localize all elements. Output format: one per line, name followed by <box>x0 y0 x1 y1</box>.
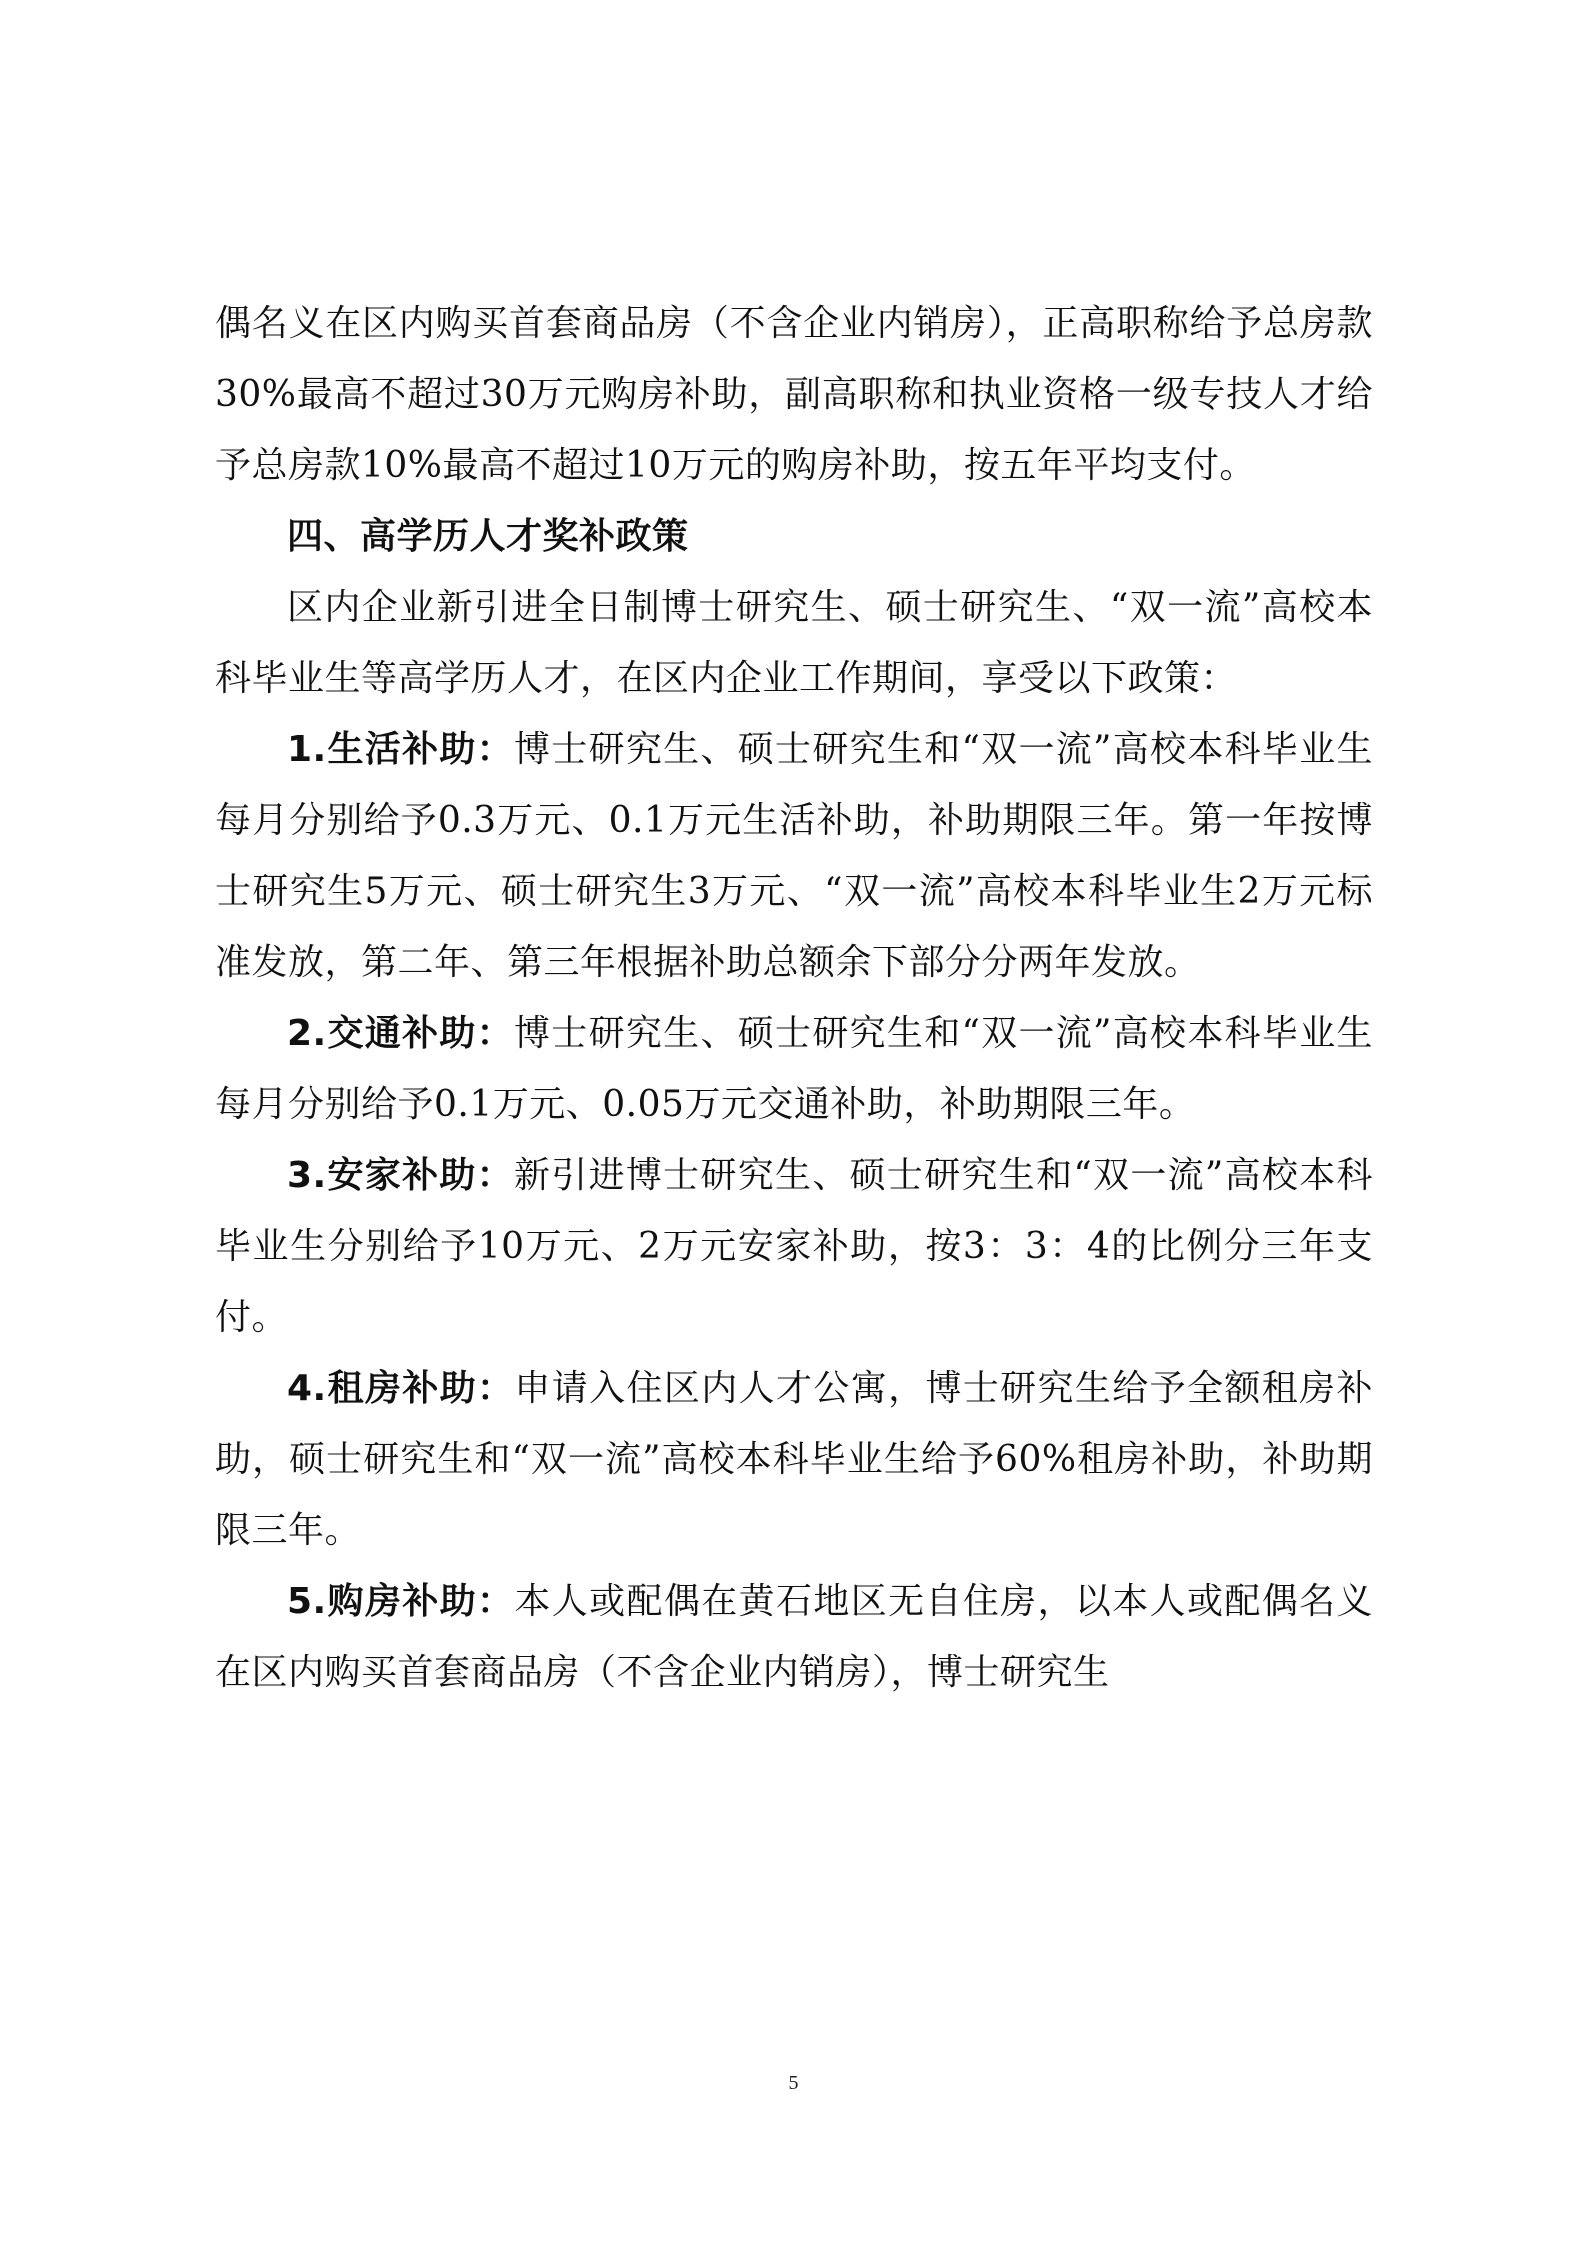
item-lead: 2.交通补助： <box>287 1013 514 1054</box>
section-heading-text: 四、高学历人才奖补政策 <box>287 516 689 557</box>
paragraph-text: 博士研究生、硕士研究生和“双一流”高校本科毕业生每月分别给予0.1万元、0.05万元交通补助，补助期限三年。 <box>215 1013 1373 1125</box>
paragraph-text: 偶名义在区内购买首套商品房（不含企业内销房），正高职称给予总房款30%最高不超过30万元购房补助，副高职称和执业资格一级专技人才给予总房款10%最高不超过10万元的购房补助，按五年平均支付。 <box>215 303 1373 486</box>
item-lead: 5.购房补助： <box>287 1581 515 1622</box>
page-number: 5 <box>788 2072 799 2094</box>
paragraph-rent-subsidy <box>215 1353 1373 1566</box>
item-lead: 4.租房补助： <box>287 1368 515 1409</box>
paragraph-living-subsidy <box>215 714 1373 998</box>
paragraph-housing-subsidy <box>215 1566 1373 1708</box>
paragraph-continuation <box>215 288 1373 501</box>
document-body <box>215 288 1373 1708</box>
paragraph-settlement-subsidy <box>215 1140 1373 1353</box>
paragraph-text: 本人或配偶在黄石地区无自住房，以本人或配偶名义在区内购买首套商品房（不含企业内销房），博士研究生 <box>215 1581 1373 1693</box>
paragraph-text: 申请入住区内人才公寓，博士研究生给予全额租房补助，硕士研究生和“双一流”高校本科毕业生给予60%租房补助，补助期限三年。 <box>215 1368 1373 1551</box>
paragraph-text: 区内企业新引进全日制博士研究生、硕士研究生、“双一流”高校本科毕业生等高学历人才，在区内企业工作期间，享受以下政策： <box>215 587 1373 699</box>
paragraph-text: 博士研究生、硕士研究生和“双一流”高校本科毕业生每月分别给予0.3万元、0.1万元生活补助，补助期限三年。第一年按博士研究生5万元、硕士研究生3万元、“双一流”高校本科毕业生2万元标准发放，第二年、第三年根据补助总额余下部分分两年发放。 <box>215 729 1373 983</box>
paragraph-transport-subsidy <box>215 998 1373 1140</box>
paragraph-text: 新引进博士研究生、硕士研究生和“双一流”高校本科毕业生分别给予10万元、2万元安家补助，按3：3：4的比例分三年支付。 <box>215 1155 1373 1338</box>
section-heading <box>215 501 1373 572</box>
item-lead: 3.安家补助： <box>287 1155 514 1196</box>
paragraph-intro <box>215 572 1373 714</box>
item-lead: 1.生活补助： <box>287 729 514 770</box>
